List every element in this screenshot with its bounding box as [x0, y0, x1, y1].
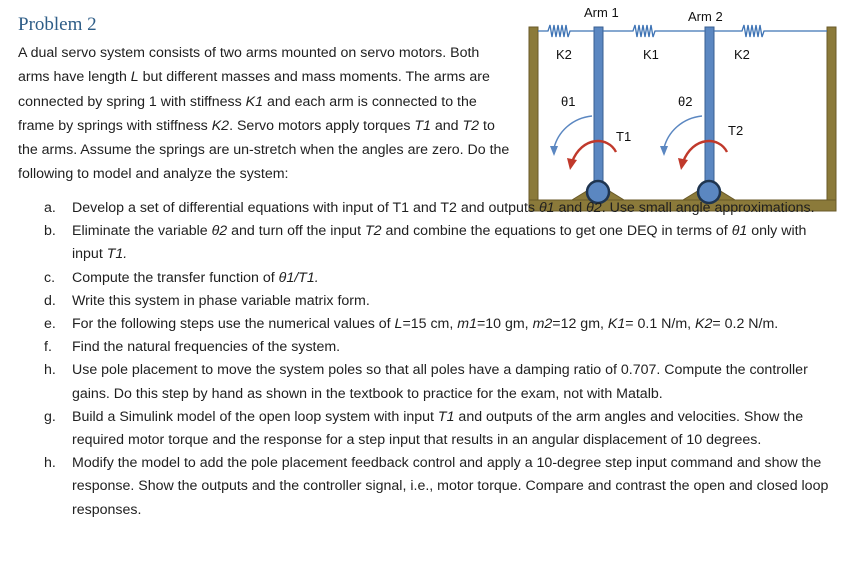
symbol-text: K1: [245, 93, 264, 110]
spring-k1-label: K1: [643, 47, 659, 62]
text-run: to the arms. Assume the springs are un-stretch when the angles are zero. Do the following to model and analyze the system:: [18, 117, 510, 183]
torque-2-label: T2: [728, 123, 744, 138]
spring-k2-left: [538, 25, 594, 37]
symbol-text: T1.: [106, 246, 128, 263]
symbol-text: L: [394, 316, 403, 333]
task-item: [44, 220, 834, 266]
text-run: =12 gm,: [552, 316, 608, 333]
spring-k2-right-label: K2: [734, 47, 750, 62]
text-run: . Servo motors apply torques: [229, 117, 415, 134]
symbol-text: K2: [211, 117, 230, 134]
arm-2-label: Arm 2: [688, 9, 723, 24]
task-label: e.: [44, 316, 56, 333]
symbol-text: T1: [437, 408, 455, 425]
text-run: and: [430, 117, 463, 134]
text-run: Find the natural frequencies of the system.: [72, 339, 341, 356]
task-item: [44, 359, 834, 405]
text-run: Modify the model to add the pole placement feedback control and apply a 10-degree step input command and show the response. Show the outputs and the controller signal, i.e., motor torque. Compare and contrast the open and closed loop responses.: [72, 455, 829, 518]
servo-diagram: [520, 0, 846, 220]
frame-left-wall: [529, 27, 538, 210]
text-run: Develop a set of differential equations with input of T1 and T2 and outputs: [72, 200, 539, 216]
task-item: [44, 336, 834, 359]
symbol-text: K2: [695, 316, 713, 333]
symbol-text: T2: [364, 223, 382, 240]
task-item: [44, 197, 834, 220]
text-run: Compute the transfer function of: [72, 269, 279, 286]
torque-2-arrowhead: [678, 158, 688, 170]
symbol-text: θ2: [586, 200, 602, 216]
task-label: b.: [44, 223, 56, 240]
symbol-text: θ2: [211, 223, 228, 240]
text-run: . Use small angle approximations.: [601, 200, 815, 216]
problem-title: Problem 2: [18, 14, 97, 35]
arm-1: [594, 27, 603, 187]
task-label: g.: [44, 408, 56, 425]
symbol-text: θ1: [731, 223, 748, 240]
frame-right-wall: [827, 27, 836, 210]
text-run: and each arm is connected to the frame by springs with stiffness: [18, 93, 477, 134]
theta-1-arrowhead: [550, 146, 558, 156]
text-run: but different masses and mass moments. The arms are connected by spring 1 with stiffness: [18, 69, 490, 110]
text-run: only with input: [72, 223, 807, 263]
task-label: h.: [44, 362, 56, 379]
text-run: A dual servo system consists of two arms mounted on servo motors. Both arms have length: [18, 45, 480, 86]
text-run: Eliminate the variable: [72, 223, 212, 240]
text-run: Build a Simulink model of the open loop system with input: [72, 408, 438, 425]
arm-2: [705, 27, 714, 187]
text-run: Write this system in phase variable matrix form.: [72, 292, 370, 309]
text-run: and combine the equations to get one DEQ in terms of: [381, 223, 732, 240]
theta-2-arrowhead: [660, 146, 668, 156]
text-run: = 0.2 N/m.: [712, 316, 779, 333]
task-label: a.: [44, 200, 56, 216]
text-run: Use pole placement to move the system poles so that all poles have a damping ratio of 0.707. Compute the controller gains. Do this step by hand as shown in the textbook to practice for the exam, not with Matalb.: [72, 362, 808, 402]
spring-k2-left-label: K2: [556, 47, 572, 62]
symbol-text: T2: [462, 117, 480, 134]
task-item: [44, 290, 834, 313]
text-run: For the following steps use the numerical values of: [72, 316, 395, 333]
spring-k2-right: [714, 25, 827, 37]
arm-1-label: Arm 1: [584, 5, 619, 20]
task-label: d.: [44, 292, 56, 309]
symbol-text: θ1: [538, 200, 555, 216]
text-run: and outputs of the arm angles and velocities. Show the required motor torque and the response for a step input that results in an angular displacement of 10 degrees.: [72, 408, 804, 449]
symbol-text: m1: [457, 316, 477, 333]
text-run: and: [554, 200, 587, 216]
task-item: [44, 452, 834, 522]
task-item: [44, 313, 834, 336]
text-run: =10 gm,: [476, 316, 533, 333]
task-label: c.: [44, 269, 56, 286]
problem-statement: [18, 41, 514, 187]
symbol-text: T1: [414, 117, 431, 134]
text-run: = 0.1 N/m,: [625, 316, 696, 333]
symbol-text: K1: [607, 316, 626, 333]
task-item: [44, 406, 834, 452]
task-label: f.: [44, 339, 52, 356]
text-run: and turn off the input: [227, 223, 365, 240]
text-run: =15 cm,: [402, 316, 458, 333]
task-item: [44, 267, 834, 290]
spring-k1: [603, 25, 705, 37]
torque-1-arrowhead: [567, 158, 577, 170]
symbol-text: θ1/T1.: [278, 269, 319, 286]
symbol-text: m2: [532, 316, 553, 333]
torque-1-label: T1: [616, 129, 632, 144]
theta-2-label: θ2: [678, 94, 693, 109]
symbol-text: L: [130, 69, 139, 86]
theta-1-label: θ1: [561, 94, 576, 109]
task-label: h.: [44, 455, 56, 472]
task-list: [44, 197, 834, 522]
